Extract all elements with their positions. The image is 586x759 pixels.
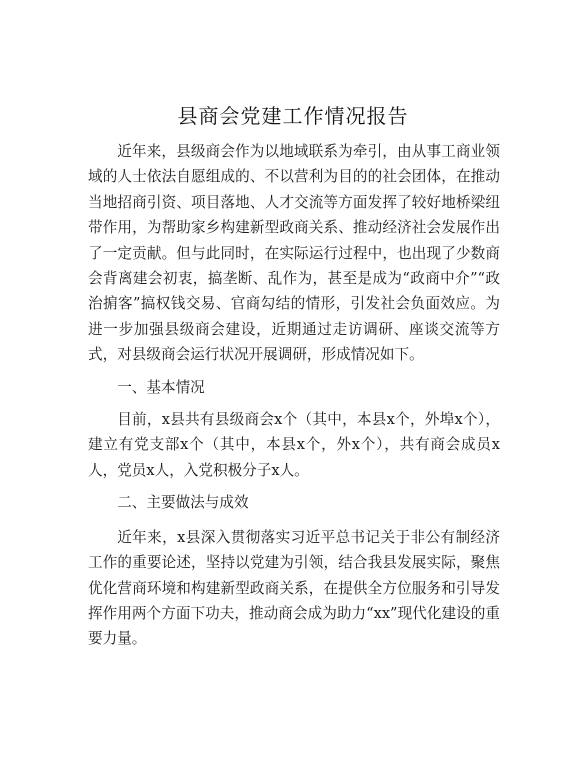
document-body xyxy=(88,139,500,652)
paragraph-practices-results: 近年来，x县深入贯彻落实习近平总书记关于非公有制经济工作的重要论述，坚持以党建为引领，结合我县发展实际，聚焦优化营商环境和构建新型政商关系，在提供全方位服务和引导发挥作用两个方面下功夫，推动商会成为助力“xx”现代化建设的重要力量。 xyxy=(88,528,500,648)
paragraph-intro: 近年来，县级商会作为以地域联系为牵引，由从事工商业领域的人士依法自愿组成的、不以营利为目的的社会团体，在推动当地招商引资、项目落地、人才交流等方面发挥了较好地桥梁纽带作用，为帮助家乡构建新型政商关系、推动经济社会发展作出了一定贡献。但与此同时，在实际运行过程中，也出现了少数商会背离建会初衷，搞垄断、乱作为，甚至是成为“政商中介”“政治掮客”搞权钱交易、官商勾结的情形，引发社会负面效应。为进一步加强县级商会建设，近期通过走访调研、座谈交流等方式，对县级商会运行状况开展调研，形成情况如下。 xyxy=(88,143,500,364)
section-heading-basic-situation: 一、基本情况 xyxy=(117,378,205,396)
document-title: 县商会党建工作情况报告 xyxy=(177,104,409,128)
section-heading-practices-results: 二、主要做法与成效 xyxy=(117,494,249,512)
paragraph-basic-situation: 目前，x县共有县级商会x个（其中，本县x个，外埠x个），建立有党支部x个（其中，本县x个，外x个），共有商会成员x人，党员x人，入党积极分子x人。 xyxy=(88,411,500,479)
